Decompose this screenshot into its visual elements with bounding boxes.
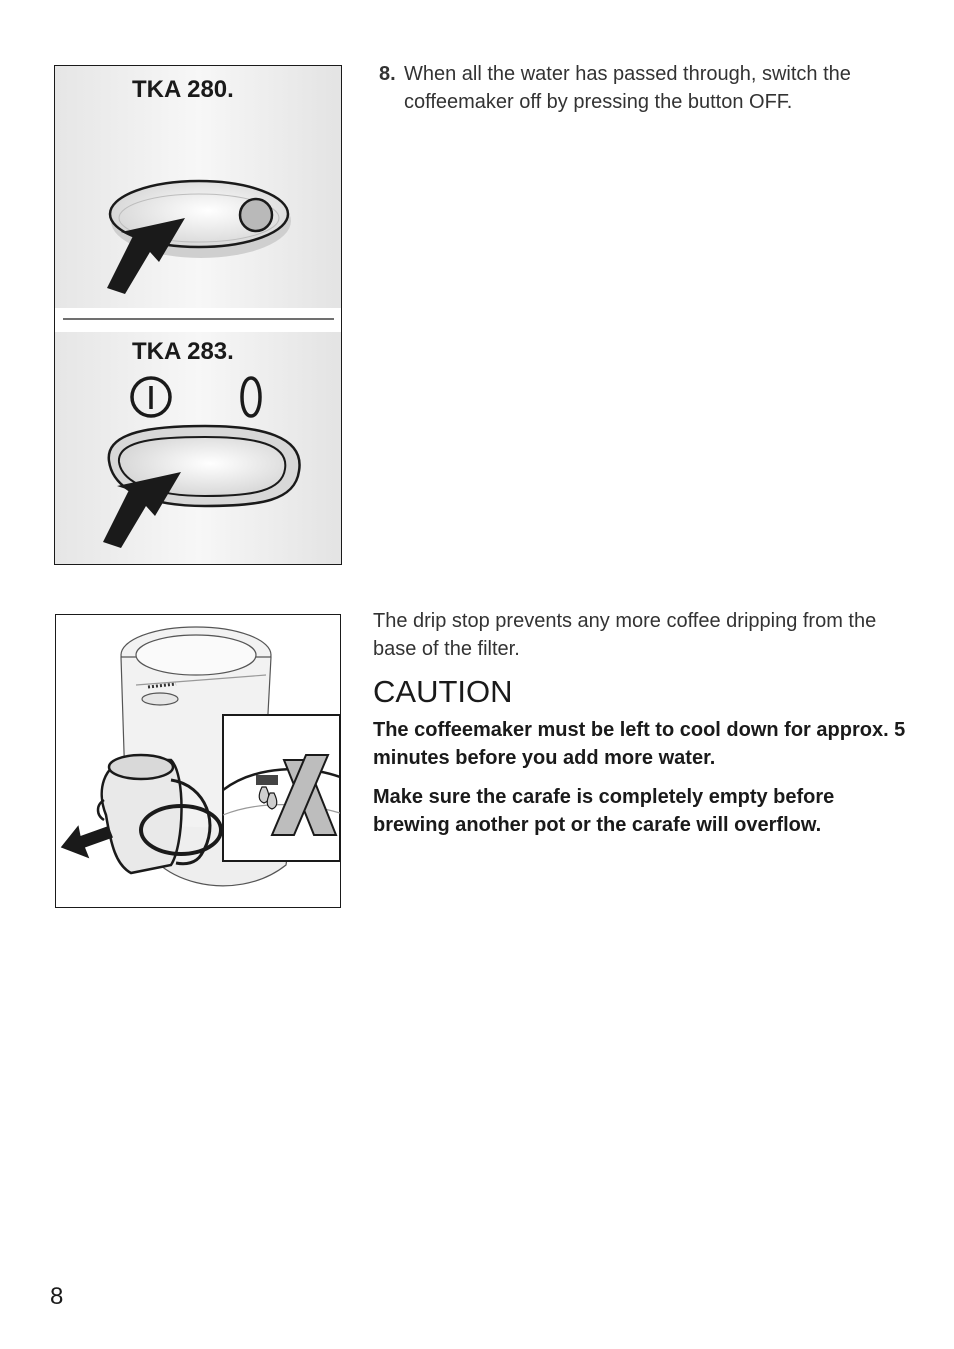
model-label-tka283: TKA 283. xyxy=(132,338,234,365)
carafe-illustration xyxy=(56,615,341,908)
model-label-tka280: TKA 280. xyxy=(132,76,234,103)
step-number: 8. xyxy=(379,63,396,85)
caution-heading: CAUTION xyxy=(373,674,513,709)
caution-paragraph-2: Make sure the carafe is completely empty before brewing another pot or the carafe will overflow. xyxy=(373,786,835,836)
caution-paragraph-1: The coffeemaker must be left to cool down for approx. 5 minutes before you add more water. xyxy=(373,719,906,769)
switch-illustration xyxy=(55,66,342,565)
step-8 xyxy=(379,60,919,116)
indicator-light-icon xyxy=(240,199,272,231)
carafe-figure xyxy=(55,614,341,908)
drip-stop-note: The drip stop prevents any more coffee dripping from the base of the filter. xyxy=(373,610,877,660)
pull-arrow-icon xyxy=(62,827,112,857)
switch-figure xyxy=(54,65,342,565)
step-text: When all the water has passed through, switch the coffeemaker off by pressing the button OFF. xyxy=(404,63,851,113)
page-number: 8 xyxy=(50,1283,64,1310)
drip-stop-inset xyxy=(223,715,340,861)
